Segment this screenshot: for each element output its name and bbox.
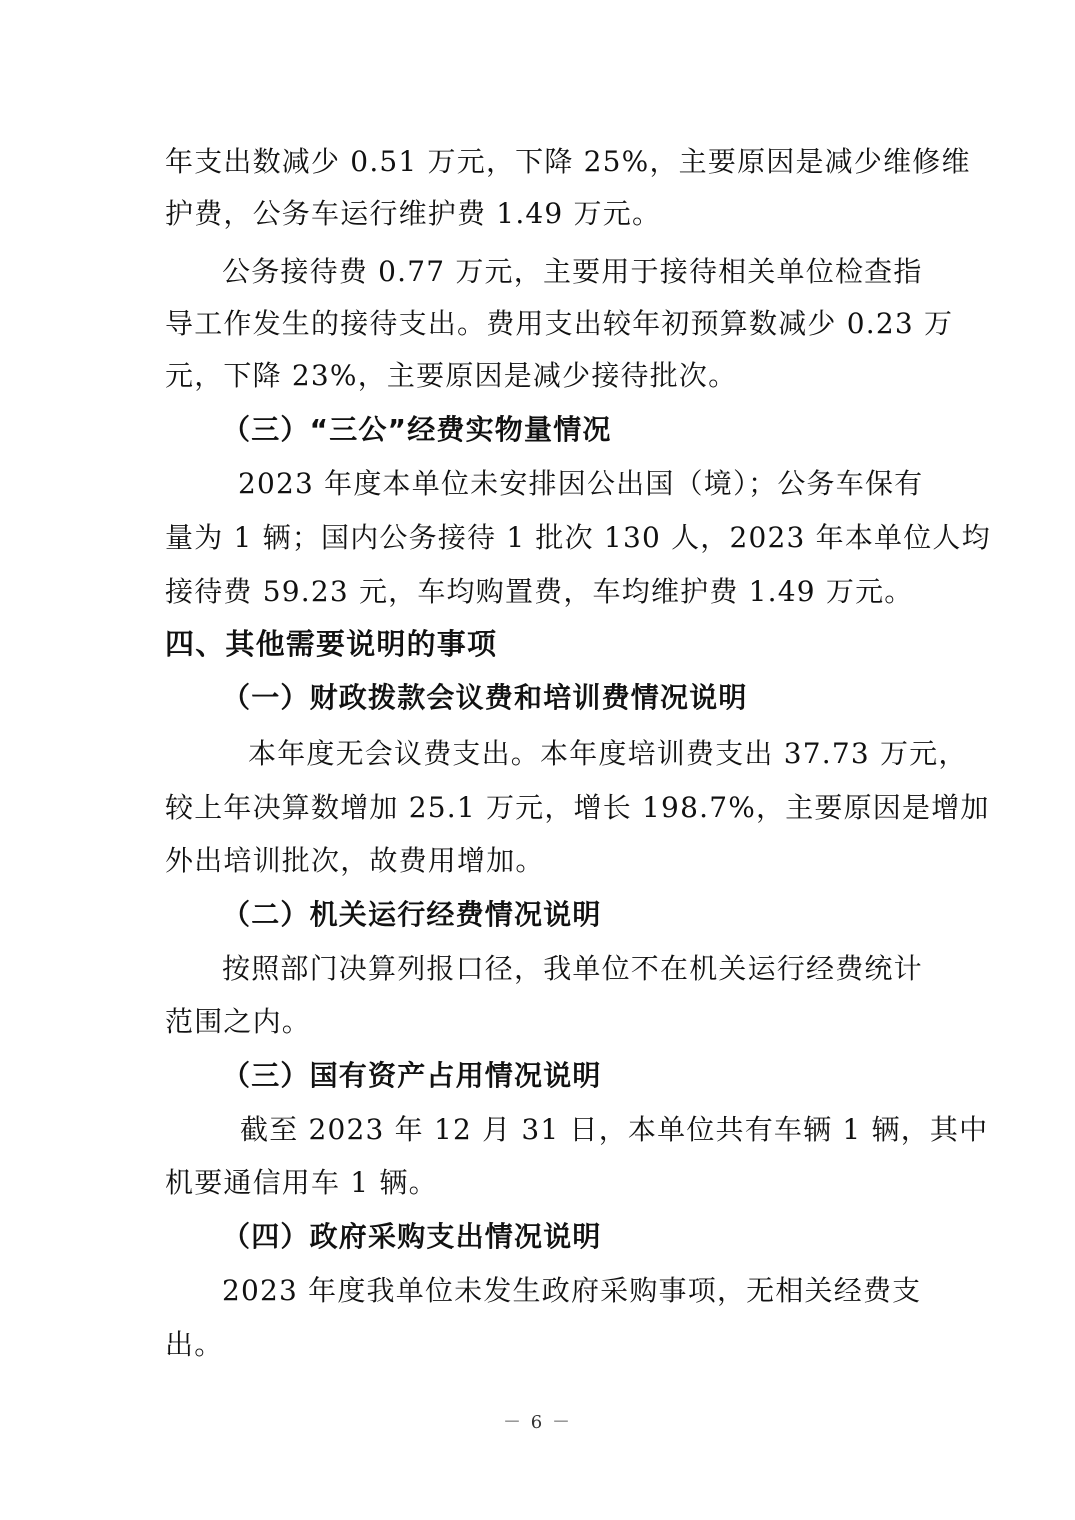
body-text-line: 导工作发生的接待支出。费用支出较年初预算数减少 0.23 万: [165, 307, 954, 340]
section-heading: （三）国有资产占用情况说明: [222, 1059, 602, 1092]
section-heading: （一）财政拨款会议费和培训费情况说明: [222, 681, 748, 714]
chapter-heading: 四、其他需要说明的事项: [165, 627, 498, 661]
body-text-line: 接待费 59.23 元，车均购置费，车均维护费 1.49 万元。: [165, 575, 914, 608]
body-text-line: 按照部门决算列报口径，我单位不在机关运行经费统计: [222, 952, 923, 985]
body-text-line: 量为 1 辆；国内公务接待 1 批次 130 人，2023 年本单位人均: [165, 521, 991, 554]
body-text-line: 元，下降 23%，主要原因是减少接待批次。: [165, 359, 738, 392]
body-text-line: 出。: [165, 1328, 224, 1361]
body-text-line: 范围之内。: [165, 1005, 312, 1038]
body-text-line: 机要通信用车 1 辆。: [165, 1166, 438, 1199]
body-text-line: 本年度无会议费支出。本年度培训费支出 37.73 万元，: [248, 737, 968, 770]
section-heading: （三）“三公”经费实物量情况: [222, 413, 612, 446]
body-text-line: 外出培训批次，故费用增加。: [165, 844, 545, 877]
section-heading: （四）政府采购支出情况说明: [222, 1220, 602, 1253]
section-heading: （二）机关运行经费情况说明: [222, 898, 602, 931]
body-text-line: 年支出数减少 0.51 万元，下降 25%，主要原因是减少维修维: [165, 145, 971, 178]
page-number: － 6 －: [503, 1412, 572, 1433]
body-text-line: 护费，公务车运行维护费 1.49 万元。: [165, 197, 662, 230]
body-text-line: 公务接待费 0.77 万元，主要用于接待相关单位检查指: [222, 255, 923, 288]
body-text-line: 2023 年度我单位未发生政府采购事项，无相关经费支: [222, 1274, 922, 1307]
body-text-line: 较上年决算数增加 25.1 万元，增长 198.7%，主要原因是增加: [165, 791, 990, 824]
body-text-line: 截至 2023 年 12 月 31 日，本单位共有车辆 1 辆，其中: [240, 1113, 989, 1146]
body-text-line: 2023 年度本单位未安排因公出国（境）；公务车保有: [238, 467, 924, 500]
